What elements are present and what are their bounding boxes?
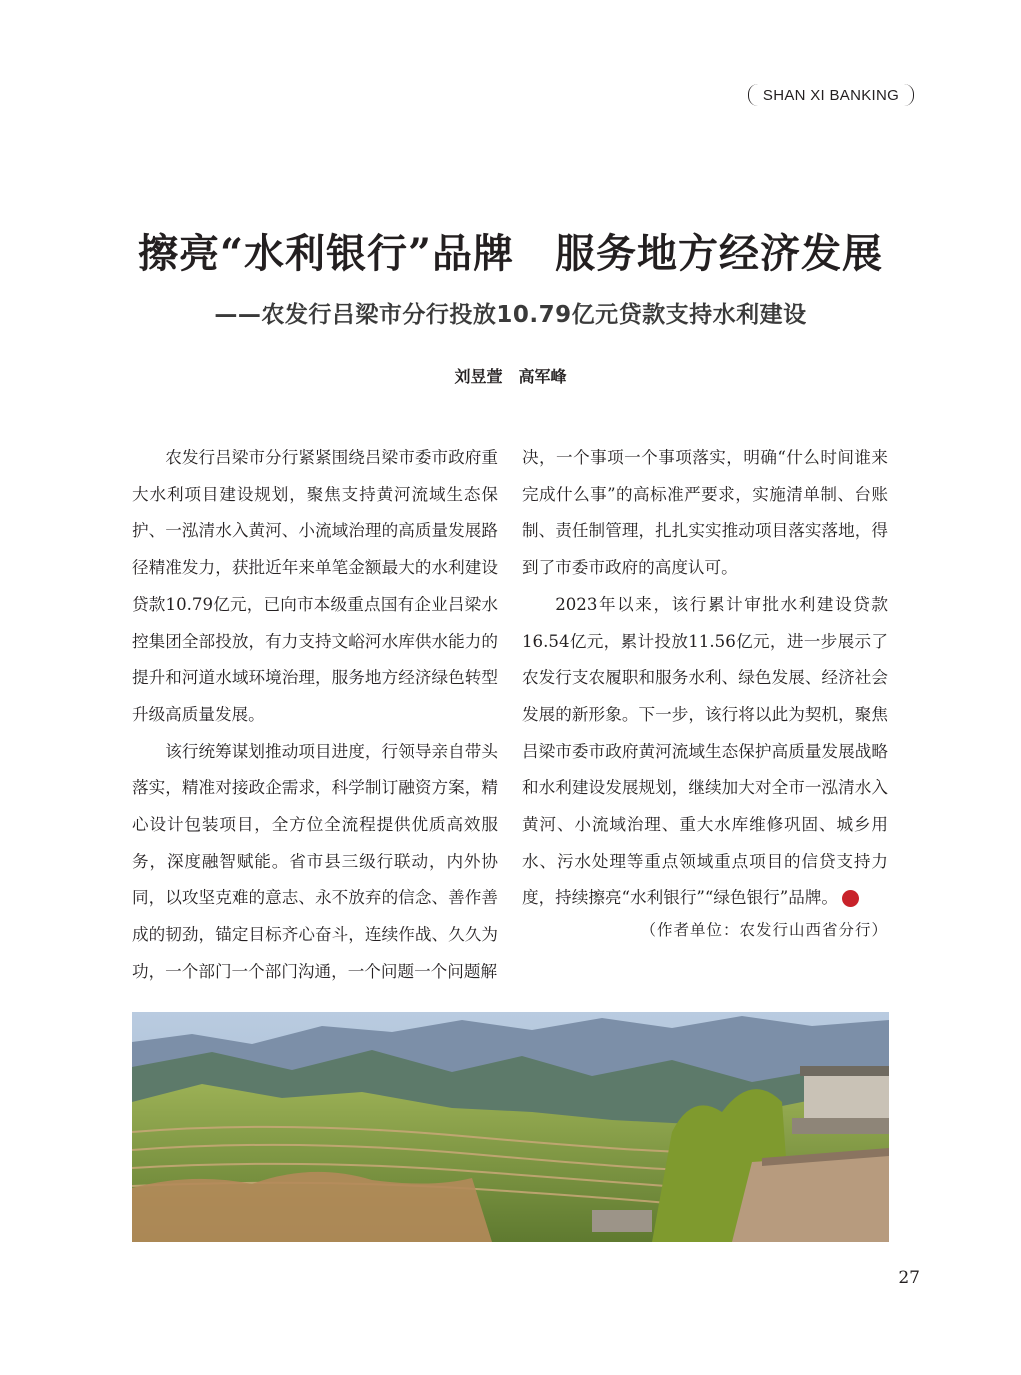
left-column — [132, 440, 498, 991]
end-mark-icon: 行 — [842, 890, 859, 907]
paragraph-2: 该行统筹谋划推动项目进度，行领导亲自带头落实，精准对接政企需求，科学制订融资方案，精心设计包装项目，全方位全流程提供优质高效服务，深度融智赋能。省市县三级行联动，内外协同，以攻坚克难的意志、永不放弃的信念、善作善成的韧劲，锚定目标齐心奋斗，连续作战、久久为功，一个部门一个部门沟通，一个问题一个问题解 — [132, 741, 498, 981]
paragraph-1: 农发行吕梁市分行紧紧围绕吕梁市委市政府重大水利项目建设规划，聚焦支持黄河流域生态保护、一泓清水入黄河、小流域治理的高质量发展路径精准发力，获批近年来单笔金额最大的水利建设贷款10.79亿元，已向市本级重点国有企业吕梁水控集团全部投放，有力支持文峪河水库供水能力的提升和河道水域环境治理，服务地方经济绿色转型升级高质量发展。 — [132, 448, 498, 724]
paragraph-3-text: 2023年以来，该行累计审批水利建设贷款16.54亿元，累计投放11.56亿元，进一步展示了农发行支农履职和服务水利、绿色发展、经济社会发展的新形象。下一步，该行将以此为契机，聚焦吕梁市委市政府黄河流域生态保护高质量发展战略和水利建设发展规划，继续加大对全市一泓清水入黄河、小流域治理、重大水库维修巩固、城乡用水、污水处理等重点领域重点项目的信贷支持力度，持续擦亮“水利银行”“绿色银行”品牌。 — [522, 594, 888, 908]
article-subtitle: ——农发行吕梁市分行投放10.79亿元贷款支持水利建设 — [214, 302, 807, 328]
article-authors: 刘昱萱 高军峰 — [454, 367, 567, 386]
landscape-illustration — [132, 1012, 889, 1242]
paragraph-3 — [522, 587, 888, 917]
page-number: 27 — [898, 1268, 920, 1288]
journal-header-tag: SHAN XI BANKING — [748, 84, 914, 106]
author-affiliation: （作者单位：农发行山西省分行） — [640, 921, 888, 939]
article-title: 擦亮“水利银行”品牌 服务地方经济发展 — [137, 230, 883, 277]
landscape-photo — [132, 1012, 889, 1242]
right-column — [522, 440, 888, 917]
paragraph-2-continuation: 决，一个事项一个事项落实，明确“什么时间谁来完成什么事”的高标准严要求，实施清单制、台账制、责任制管理，扎扎实实推动项目落实落地，得到了市委市政府的高度认可。 — [522, 448, 888, 578]
